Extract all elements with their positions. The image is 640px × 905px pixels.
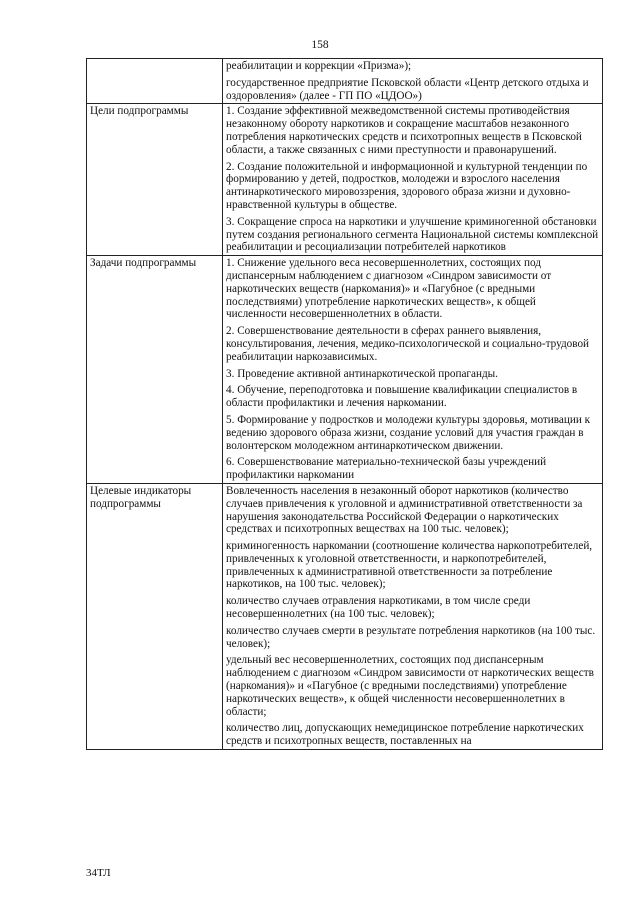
row-label: Целевые индикаторы подпрограммы <box>87 483 223 749</box>
paragraph: количество случаев смерти в результате потребления наркотиков (на 100 тыс. человек); <box>226 624 596 650</box>
row-content <box>223 256 603 484</box>
paragraph: государственное предприятие Псковской области «Центр детского отдыха и оздоровления» (далее - ГП ПО «ЦДОО») <box>226 76 589 102</box>
paragraph: реабилитации и коррекции «Призма»); <box>226 60 412 72</box>
paragraph: 3. Сокращение спроса на наркотики и улучшение криминогенной обстановки путем создания регионального сегмента Национальной системы комплексной реабилитации и ресоциализации потребителей наркотиков <box>226 215 599 254</box>
footer-code: 34ТЛ <box>86 867 111 879</box>
paragraph: 2. Создание положительной и информационной и культурной тенденции по формированию у детей, подростков, молодежи и взрослого населения антинаркотического мировоззрения, здорового образа жизни и духовно-нравственной культуры в обществе. <box>226 160 588 211</box>
row-content <box>223 104 603 256</box>
subprogram-passport-table <box>86 58 603 750</box>
paragraph: 1. Создание эффективной межведомственной системы противодействия незаконному обороту наркотиков и сокращение масштабов незаконного потребления наркотических средств и психотропных веществ в Псковской области, а также связанных с ними преступности и правонарушений. <box>226 105 582 156</box>
paragraph: удельный вес несовершеннолетних, состоящих под диспансерным наблюдением с диагнозом «Синдром зависимости от наркотических веществ (наркомания)» и «Пагубное (с вредными последствиями) употребление наркотических веществ», к общей численности несовершеннолетних в области; <box>226 654 594 718</box>
paragraph: количество случаев отравления наркотиками, в том числе среди несовершеннолетних (на 100 тыс. человек); <box>226 595 531 621</box>
row-label <box>87 59 223 104</box>
row-label: Цели подпрограммы <box>87 104 223 256</box>
table-row <box>87 483 603 749</box>
row-content <box>223 59 603 104</box>
paragraph: количество лиц, допускающих немедицинское потребление наркотических средств и психотропных веществ, поставленных на <box>226 722 584 748</box>
table-row <box>87 104 603 256</box>
page-number: 158 <box>311 39 329 51</box>
table-row <box>87 256 603 484</box>
paragraph: Вовлеченность населения в незаконный оборот наркотиков (количество случаев привлечения к уголовной и административной ответственности за нарушения законодательства Российской Федерации о наркотических средствах и психотропных веществах на 100 тыс. человек); <box>226 484 583 536</box>
table-row <box>87 59 603 104</box>
paragraph: 6. Совершенствование материально-технической базы учреждений профилактики наркомании <box>226 456 547 482</box>
row-label: Задачи подпрограммы <box>87 256 223 484</box>
row-content <box>223 483 603 749</box>
paragraph: 5. Формирование у подростков и молодежи культуры здоровья, мотивации к ведению здорового образа жизни, создание условий для участия граждан в волонтерском молодежном антинаркотическом движении. <box>226 413 591 452</box>
paragraph: 3. Проведение активной антинаркотической пропаганды. <box>226 367 498 380</box>
paragraph: криминогенность наркомании (соотношение количества наркопотребителей, привлеченных к уголовной ответственности, и наркопотребителей, привлеченных к административной ответственности за потребление наркотиков, на 100 тыс. человек); <box>226 540 593 591</box>
paragraph: 1. Снижение удельного веса несовершеннолетних, состоящих под диспансерным наблюдением с диагнозом «Синдром зависимости от наркотических веществ (наркомания)» и «Пагубное (с вредными последствиями) употребление наркотических веществ», к общей численности несовершеннолетних в области. <box>226 257 552 321</box>
paragraph: 4. Обучение, переподготовка и повышение квалификации специалистов в области профилактики и лечения наркомании. <box>226 384 578 410</box>
paragraph: 2. Совершенствование деятельности в сферах раннего выявления, консультирования, лечения, медико-психологической и социально-трудовой реабилитации наркозависимых. <box>226 325 590 363</box>
